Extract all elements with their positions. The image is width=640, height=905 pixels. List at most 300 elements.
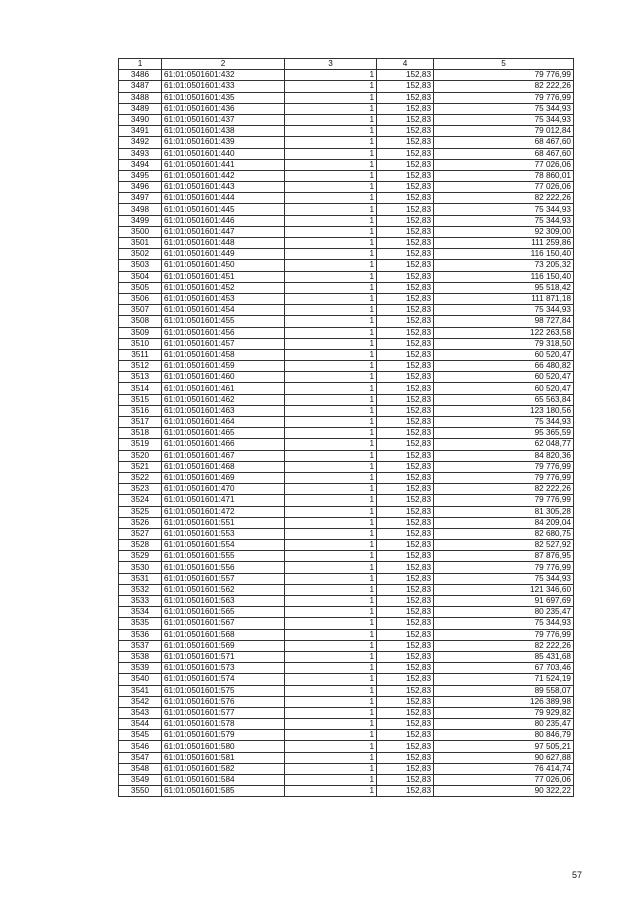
table-row — [119, 159, 574, 170]
cadastral-number-cell: 61:01:0501601:571 — [162, 651, 285, 662]
value-cell: 82 527,92 — [434, 540, 574, 551]
table-row — [119, 260, 574, 271]
cadastral-number-cell: 61:01:0501601:581 — [162, 752, 285, 763]
area-cell: 152,83 — [377, 215, 434, 226]
value-cell: 82 222,26 — [434, 484, 574, 495]
value-cell: 79 318,50 — [434, 338, 574, 349]
table-row — [119, 618, 574, 629]
area-cell: 152,83 — [377, 114, 434, 125]
row-number-cell: 3545 — [119, 730, 162, 741]
table-row — [119, 573, 574, 584]
cadastral-number-cell: 61:01:0501601:453 — [162, 293, 285, 304]
table-row — [119, 472, 574, 483]
cadastral-number-cell: 61:01:0501601:471 — [162, 495, 285, 506]
row-number-cell: 3527 — [119, 528, 162, 539]
quantity-cell: 1 — [285, 651, 377, 662]
cadastral-number-cell: 61:01:0501601:432 — [162, 70, 285, 81]
table-row — [119, 674, 574, 685]
row-number-cell: 3507 — [119, 305, 162, 316]
cadastral-number-cell: 61:01:0501601:443 — [162, 182, 285, 193]
value-cell: 68 467,60 — [434, 137, 574, 148]
quantity-cell: 1 — [285, 238, 377, 249]
value-cell: 84 209,04 — [434, 517, 574, 528]
quantity-cell: 1 — [285, 674, 377, 685]
cadastral-number-cell: 61:01:0501601:466 — [162, 439, 285, 450]
row-number-cell: 3524 — [119, 495, 162, 506]
row-number-cell: 3512 — [119, 361, 162, 372]
value-cell: 79 776,99 — [434, 495, 574, 506]
quantity-cell: 1 — [285, 159, 377, 170]
quantity-cell: 1 — [285, 573, 377, 584]
quantity-cell: 1 — [285, 741, 377, 752]
value-cell: 71 524,19 — [434, 674, 574, 685]
table-row — [119, 148, 574, 159]
table-row — [119, 528, 574, 539]
area-cell: 152,83 — [377, 137, 434, 148]
quantity-cell: 1 — [285, 338, 377, 349]
value-cell: 79 776,99 — [434, 629, 574, 640]
quantity-cell: 1 — [285, 81, 377, 92]
quantity-cell: 1 — [285, 361, 377, 372]
cadastral-number-cell: 61:01:0501601:567 — [162, 618, 285, 629]
value-cell: 79 929,82 — [434, 707, 574, 718]
table-row — [119, 596, 574, 607]
quantity-cell: 1 — [285, 640, 377, 651]
column-header-4: 4 — [377, 59, 434, 70]
table-row — [119, 238, 574, 249]
cadastral-number-cell: 61:01:0501601:438 — [162, 126, 285, 137]
table-row — [119, 484, 574, 495]
value-cell: 75 344,93 — [434, 114, 574, 125]
column-header-5: 5 — [434, 59, 574, 70]
quantity-cell: 1 — [285, 349, 377, 360]
area-cell: 152,83 — [377, 752, 434, 763]
table-row — [119, 215, 574, 226]
quantity-cell: 1 — [285, 763, 377, 774]
table-row — [119, 786, 574, 797]
quantity-cell: 1 — [285, 551, 377, 562]
table-row — [119, 271, 574, 282]
quantity-cell: 1 — [285, 182, 377, 193]
cadastral-number-cell: 61:01:0501601:447 — [162, 226, 285, 237]
cadastral-number-cell: 61:01:0501601:563 — [162, 596, 285, 607]
quantity-cell: 1 — [285, 562, 377, 573]
quantity-cell: 1 — [285, 663, 377, 674]
area-cell: 152,83 — [377, 517, 434, 528]
value-cell: 84 820,36 — [434, 450, 574, 461]
table-row — [119, 439, 574, 450]
quantity-cell: 1 — [285, 707, 377, 718]
table-row — [119, 204, 574, 215]
row-number-cell: 3491 — [119, 126, 162, 137]
table-header-row — [119, 59, 574, 70]
table-row — [119, 405, 574, 416]
value-cell: 75 344,93 — [434, 215, 574, 226]
value-cell: 92 309,00 — [434, 226, 574, 237]
table-row — [119, 305, 574, 316]
quantity-cell: 1 — [285, 775, 377, 786]
area-cell: 152,83 — [377, 562, 434, 573]
area-cell: 152,83 — [377, 372, 434, 383]
row-number-cell: 3488 — [119, 92, 162, 103]
value-cell: 60 520,47 — [434, 349, 574, 360]
table-row — [119, 394, 574, 405]
area-cell: 152,83 — [377, 450, 434, 461]
area-cell: 152,83 — [377, 674, 434, 685]
row-number-cell: 3521 — [119, 461, 162, 472]
row-number-cell: 3496 — [119, 182, 162, 193]
area-cell: 152,83 — [377, 596, 434, 607]
table-row — [119, 428, 574, 439]
row-number-cell: 3523 — [119, 484, 162, 495]
value-cell: 82 222,26 — [434, 640, 574, 651]
row-number-cell: 3550 — [119, 786, 162, 797]
value-cell: 66 480,82 — [434, 361, 574, 372]
value-cell: 80 235,47 — [434, 719, 574, 730]
area-cell: 152,83 — [377, 707, 434, 718]
row-number-cell: 3508 — [119, 316, 162, 327]
quantity-cell: 1 — [285, 517, 377, 528]
cadastral-number-cell: 61:01:0501601:463 — [162, 405, 285, 416]
value-cell: 90 322,22 — [434, 786, 574, 797]
table-row — [119, 685, 574, 696]
area-cell: 152,83 — [377, 439, 434, 450]
area-cell: 152,83 — [377, 170, 434, 181]
table-row — [119, 103, 574, 114]
quantity-cell: 1 — [285, 405, 377, 416]
table-row — [119, 495, 574, 506]
quantity-cell: 1 — [285, 752, 377, 763]
value-cell: 75 344,93 — [434, 618, 574, 629]
row-number-cell: 3503 — [119, 260, 162, 271]
area-cell: 152,83 — [377, 786, 434, 797]
area-cell: 152,83 — [377, 148, 434, 159]
value-cell: 79 776,99 — [434, 472, 574, 483]
cadastral-number-cell: 61:01:0501601:468 — [162, 461, 285, 472]
area-cell: 152,83 — [377, 551, 434, 562]
row-number-cell: 3530 — [119, 562, 162, 573]
quantity-cell: 1 — [285, 461, 377, 472]
table-row — [119, 763, 574, 774]
area-cell: 152,83 — [377, 361, 434, 372]
quantity-cell: 1 — [285, 472, 377, 483]
quantity-cell: 1 — [285, 114, 377, 125]
value-cell: 98 727,84 — [434, 316, 574, 327]
table-row — [119, 383, 574, 394]
cadastral-number-cell: 61:01:0501601:448 — [162, 238, 285, 249]
cadastral-number-cell: 61:01:0501601:577 — [162, 707, 285, 718]
row-number-cell: 3520 — [119, 450, 162, 461]
area-cell: 152,83 — [377, 305, 434, 316]
cadastral-number-cell: 61:01:0501601:582 — [162, 763, 285, 774]
value-cell: 123 180,56 — [434, 405, 574, 416]
table-row — [119, 629, 574, 640]
row-number-cell: 3514 — [119, 383, 162, 394]
value-cell: 80 846,79 — [434, 730, 574, 741]
row-number-cell: 3539 — [119, 663, 162, 674]
row-number-cell: 3506 — [119, 293, 162, 304]
area-cell: 152,83 — [377, 696, 434, 707]
quantity-cell: 1 — [285, 103, 377, 114]
cadastral-number-cell: 61:01:0501601:439 — [162, 137, 285, 148]
quantity-cell: 1 — [285, 383, 377, 394]
table-row — [119, 182, 574, 193]
cadastral-number-cell: 61:01:0501601:446 — [162, 215, 285, 226]
row-number-cell: 3490 — [119, 114, 162, 125]
area-cell: 152,83 — [377, 730, 434, 741]
quantity-cell: 1 — [285, 271, 377, 282]
cadastral-number-cell: 61:01:0501601:433 — [162, 81, 285, 92]
quantity-cell: 1 — [285, 305, 377, 316]
area-cell: 152,83 — [377, 238, 434, 249]
table-row — [119, 719, 574, 730]
cadastral-number-cell: 61:01:0501601:569 — [162, 640, 285, 651]
column-header-3: 3 — [285, 59, 377, 70]
table-row — [119, 417, 574, 428]
row-number-cell: 3540 — [119, 674, 162, 685]
quantity-cell: 1 — [285, 327, 377, 338]
area-cell: 152,83 — [377, 81, 434, 92]
table-row — [119, 349, 574, 360]
cadastral-number-cell: 61:01:0501601:555 — [162, 551, 285, 562]
cadastral-number-cell: 61:01:0501601:578 — [162, 719, 285, 730]
quantity-cell: 1 — [285, 528, 377, 539]
cadastral-number-cell: 61:01:0501601:455 — [162, 316, 285, 327]
value-cell: 77 026,06 — [434, 775, 574, 786]
area-cell: 152,83 — [377, 618, 434, 629]
quantity-cell: 1 — [285, 495, 377, 506]
table-row — [119, 741, 574, 752]
cadastral-number-cell: 61:01:0501601:456 — [162, 327, 285, 338]
value-cell: 91 697,69 — [434, 596, 574, 607]
value-cell: 75 344,93 — [434, 573, 574, 584]
quantity-cell: 1 — [285, 607, 377, 618]
row-number-cell: 3509 — [119, 327, 162, 338]
area-cell: 152,83 — [377, 741, 434, 752]
quantity-cell: 1 — [285, 170, 377, 181]
table-row — [119, 540, 574, 551]
value-cell: 122 263,58 — [434, 327, 574, 338]
quantity-cell: 1 — [285, 685, 377, 696]
area-cell: 152,83 — [377, 763, 434, 774]
row-number-cell: 3543 — [119, 707, 162, 718]
row-number-cell: 3537 — [119, 640, 162, 651]
value-cell: 75 344,93 — [434, 417, 574, 428]
area-cell: 152,83 — [377, 495, 434, 506]
cadastral-number-cell: 61:01:0501601:457 — [162, 338, 285, 349]
area-cell: 152,83 — [377, 349, 434, 360]
area-cell: 152,83 — [377, 338, 434, 349]
quantity-cell: 1 — [285, 439, 377, 450]
table-row — [119, 338, 574, 349]
value-cell: 111 871,18 — [434, 293, 574, 304]
data-table — [118, 58, 574, 797]
cadastral-number-cell: 61:01:0501601:556 — [162, 562, 285, 573]
row-number-cell: 3533 — [119, 596, 162, 607]
row-number-cell: 3538 — [119, 651, 162, 662]
quantity-cell: 1 — [285, 596, 377, 607]
cadastral-number-cell: 61:01:0501601:459 — [162, 361, 285, 372]
value-cell: 90 627,88 — [434, 752, 574, 763]
value-cell: 60 520,47 — [434, 372, 574, 383]
cadastral-number-cell: 61:01:0501601:553 — [162, 528, 285, 539]
cadastral-number-cell: 61:01:0501601:472 — [162, 506, 285, 517]
row-number-cell: 3505 — [119, 282, 162, 293]
cadastral-number-cell: 61:01:0501601:579 — [162, 730, 285, 741]
value-cell: 116 150,40 — [434, 271, 574, 282]
quantity-cell: 1 — [285, 249, 377, 260]
row-number-cell: 3499 — [119, 215, 162, 226]
area-cell: 152,83 — [377, 249, 434, 260]
area-cell: 152,83 — [377, 651, 434, 662]
quantity-cell: 1 — [285, 719, 377, 730]
page-number: 57 — [572, 870, 583, 880]
cadastral-number-cell: 61:01:0501601:551 — [162, 517, 285, 528]
value-cell: 73 205,32 — [434, 260, 574, 271]
value-cell: 75 344,93 — [434, 103, 574, 114]
table-row — [119, 137, 574, 148]
value-cell: 81 305,28 — [434, 506, 574, 517]
table-row — [119, 114, 574, 125]
table-row — [119, 193, 574, 204]
quantity-cell: 1 — [285, 730, 377, 741]
area-cell: 152,83 — [377, 92, 434, 103]
area-cell: 152,83 — [377, 204, 434, 215]
value-cell: 111 259,86 — [434, 238, 574, 249]
row-number-cell: 3548 — [119, 763, 162, 774]
quantity-cell: 1 — [285, 148, 377, 159]
area-cell: 152,83 — [377, 103, 434, 114]
cadastral-number-cell: 61:01:0501601:469 — [162, 472, 285, 483]
area-cell: 152,83 — [377, 540, 434, 551]
cadastral-number-cell: 61:01:0501601:584 — [162, 775, 285, 786]
cadastral-number-cell: 61:01:0501601:573 — [162, 663, 285, 674]
value-cell: 80 235,47 — [434, 607, 574, 618]
table-row — [119, 775, 574, 786]
value-cell: 89 558,07 — [434, 685, 574, 696]
column-header-1: 1 — [119, 59, 162, 70]
cadastral-number-cell: 61:01:0501601:568 — [162, 629, 285, 640]
area-cell: 152,83 — [377, 472, 434, 483]
row-number-cell: 3522 — [119, 472, 162, 483]
value-cell: 126 389,98 — [434, 696, 574, 707]
table-row — [119, 226, 574, 237]
quantity-cell: 1 — [285, 92, 377, 103]
table-row — [119, 316, 574, 327]
cadastral-number-cell: 61:01:0501601:557 — [162, 573, 285, 584]
row-number-cell: 3497 — [119, 193, 162, 204]
value-cell: 95 365,59 — [434, 428, 574, 439]
quantity-cell: 1 — [285, 226, 377, 237]
row-number-cell: 3510 — [119, 338, 162, 349]
cadastral-number-cell: 61:01:0501601:441 — [162, 159, 285, 170]
row-number-cell: 3518 — [119, 428, 162, 439]
quantity-cell: 1 — [285, 193, 377, 204]
value-cell: 60 520,47 — [434, 383, 574, 394]
value-cell: 67 703,46 — [434, 663, 574, 674]
column-header-2: 2 — [162, 59, 285, 70]
quantity-cell: 1 — [285, 428, 377, 439]
row-number-cell: 3516 — [119, 405, 162, 416]
quantity-cell: 1 — [285, 629, 377, 640]
area-cell: 152,83 — [377, 293, 434, 304]
table-row — [119, 92, 574, 103]
cadastral-number-cell: 61:01:0501601:435 — [162, 92, 285, 103]
row-number-cell: 3487 — [119, 81, 162, 92]
area-cell: 152,83 — [377, 383, 434, 394]
row-number-cell: 3528 — [119, 540, 162, 551]
row-number-cell: 3486 — [119, 70, 162, 81]
quantity-cell: 1 — [285, 372, 377, 383]
table-row — [119, 372, 574, 383]
value-cell: 77 026,06 — [434, 182, 574, 193]
cadastral-number-cell: 61:01:0501601:454 — [162, 305, 285, 316]
cadastral-number-cell: 61:01:0501601:580 — [162, 741, 285, 752]
quantity-cell: 1 — [285, 484, 377, 495]
table-row — [119, 663, 574, 674]
cadastral-number-cell: 61:01:0501601:562 — [162, 584, 285, 595]
quantity-cell: 1 — [285, 450, 377, 461]
cadastral-number-cell: 61:01:0501601:444 — [162, 193, 285, 204]
row-number-cell: 3532 — [119, 584, 162, 595]
quantity-cell: 1 — [285, 584, 377, 595]
area-cell: 152,83 — [377, 70, 434, 81]
table-body — [119, 70, 574, 797]
cadastral-number-cell: 61:01:0501601:442 — [162, 170, 285, 181]
area-cell: 152,83 — [377, 640, 434, 651]
area-cell: 152,83 — [377, 126, 434, 137]
cadastral-number-cell: 61:01:0501601:470 — [162, 484, 285, 495]
cadastral-number-cell: 61:01:0501601:554 — [162, 540, 285, 551]
area-cell: 152,83 — [377, 193, 434, 204]
row-number-cell: 3492 — [119, 137, 162, 148]
quantity-cell: 1 — [285, 215, 377, 226]
table-row — [119, 517, 574, 528]
area-cell: 152,83 — [377, 405, 434, 416]
quantity-cell: 1 — [285, 204, 377, 215]
table-row — [119, 126, 574, 137]
table-row — [119, 562, 574, 573]
cadastral-number-cell: 61:01:0501601:458 — [162, 349, 285, 360]
table-row — [119, 282, 574, 293]
value-cell: 79 776,99 — [434, 562, 574, 573]
cadastral-number-cell: 61:01:0501601:574 — [162, 674, 285, 685]
area-cell: 152,83 — [377, 775, 434, 786]
row-number-cell: 3547 — [119, 752, 162, 763]
table-row — [119, 640, 574, 651]
row-number-cell: 3531 — [119, 573, 162, 584]
row-number-cell: 3546 — [119, 741, 162, 752]
quantity-cell: 1 — [285, 126, 377, 137]
area-cell: 152,83 — [377, 584, 434, 595]
area-cell: 152,83 — [377, 417, 434, 428]
row-number-cell: 3541 — [119, 685, 162, 696]
cadastral-number-cell: 61:01:0501601:436 — [162, 103, 285, 114]
value-cell: 78 860,01 — [434, 170, 574, 181]
row-number-cell: 3489 — [119, 103, 162, 114]
value-cell: 97 505,21 — [434, 741, 574, 752]
table-row — [119, 584, 574, 595]
value-cell: 79 012,84 — [434, 126, 574, 137]
row-number-cell: 3502 — [119, 249, 162, 260]
table-row — [119, 170, 574, 181]
value-cell: 79 776,99 — [434, 461, 574, 472]
area-cell: 152,83 — [377, 685, 434, 696]
row-number-cell: 3494 — [119, 159, 162, 170]
value-cell: 65 563,84 — [434, 394, 574, 405]
cadastral-number-cell: 61:01:0501601:585 — [162, 786, 285, 797]
value-cell: 87 876,95 — [434, 551, 574, 562]
